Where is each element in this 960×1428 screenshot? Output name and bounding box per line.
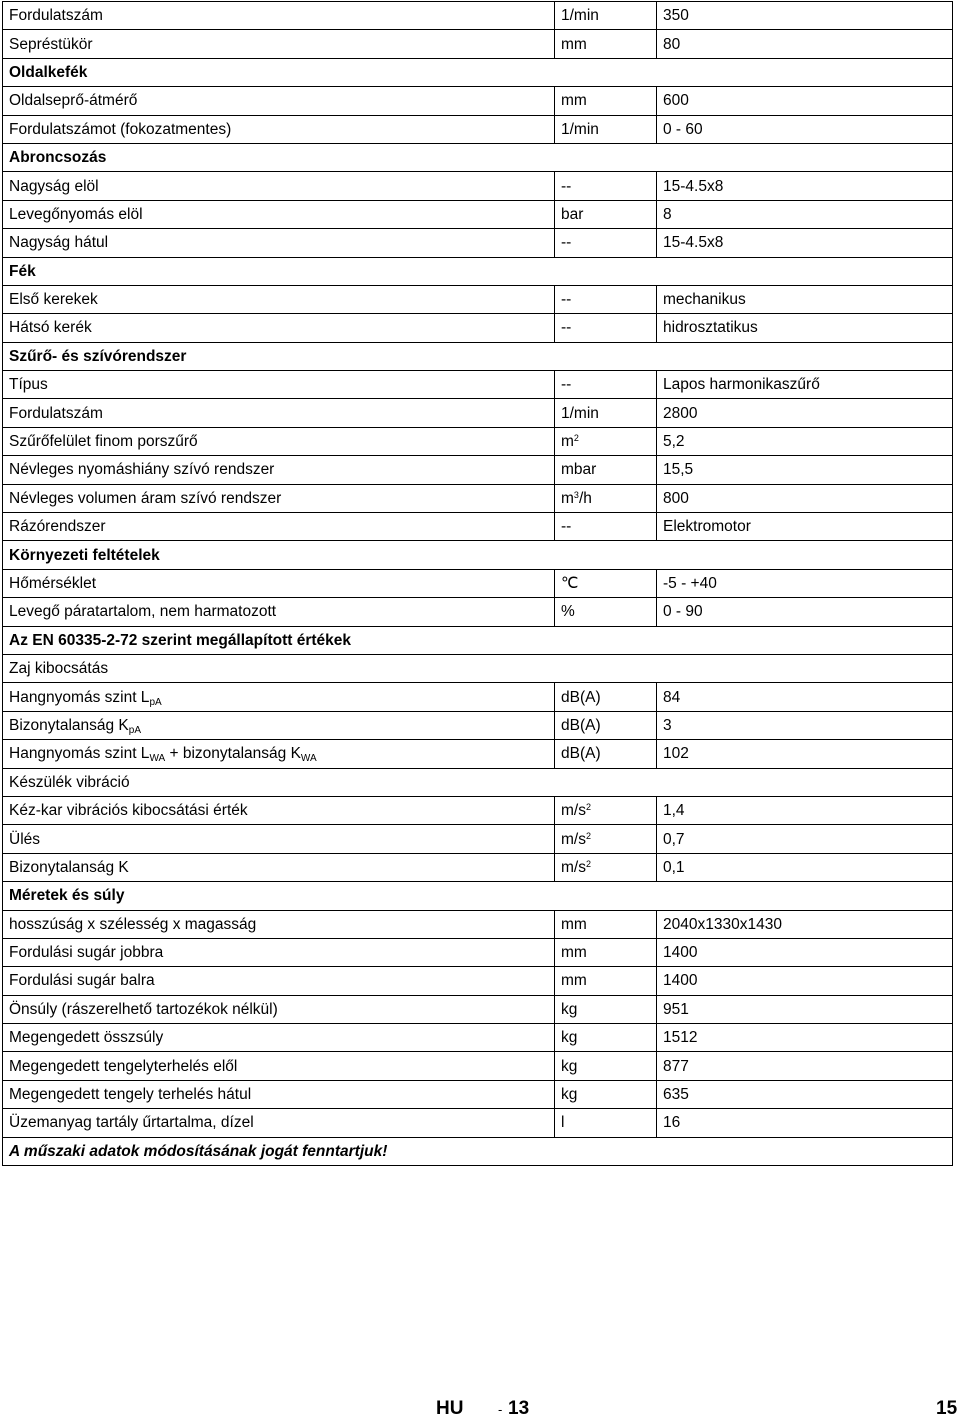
row-unit <box>555 853 657 881</box>
unit-text: 1/min <box>561 404 599 422</box>
table-row <box>3 683 953 711</box>
section-heading <box>3 342 953 370</box>
table-row <box>3 910 953 938</box>
table-row <box>3 825 953 853</box>
table-row <box>3 229 953 257</box>
section-heading <box>3 58 953 86</box>
row-value: 2800 <box>657 399 953 427</box>
row-label <box>3 938 555 966</box>
label-text: Levegő páratartalom, nem harmatozott <box>9 603 277 621</box>
label-text: Fordulatszámot (fokozatmentes) <box>9 120 232 138</box>
row-value: 2040x1330x1430 <box>657 910 953 938</box>
table-row <box>3 314 953 342</box>
row-label <box>3 711 555 739</box>
table-row <box>3 1109 953 1137</box>
row-value: mechanikus <box>657 285 953 313</box>
row-value: Elektromotor <box>657 513 953 541</box>
row-value: 80 <box>657 30 953 58</box>
row-unit <box>555 938 657 966</box>
row-label <box>3 995 555 1023</box>
label-text: Fordulatszám <box>9 404 103 422</box>
section-heading <box>3 257 953 285</box>
row-label <box>3 427 555 455</box>
unit-text: -- <box>561 291 572 309</box>
label-text: Zaj kibocsátás <box>9 660 109 678</box>
section-heading <box>3 541 953 569</box>
row-label <box>3 115 555 143</box>
row-value: 1400 <box>657 938 953 966</box>
unit-superscript: 2 <box>573 433 579 444</box>
label-subscript: pA <box>149 696 162 708</box>
label-text: Levegőnyomás elöl <box>9 205 143 223</box>
row-label <box>3 825 555 853</box>
table-row <box>3 30 953 58</box>
row-label <box>3 484 555 512</box>
row-value: Lapos harmonikaszűrő <box>657 371 953 399</box>
table-row <box>3 87 953 115</box>
row-unit <box>555 740 657 768</box>
row-unit <box>555 513 657 541</box>
label-text: Névleges nyomáshiány szívó rendszer <box>9 461 275 479</box>
label-text: Fordulási sugár balra <box>9 972 155 990</box>
row-unit <box>555 1080 657 1108</box>
row-value: 0 - 60 <box>657 115 953 143</box>
row-value: -5 - +40 <box>657 569 953 597</box>
unit-superscript: 3 <box>573 489 579 500</box>
row-unit <box>555 683 657 711</box>
unit-text: -- <box>561 319 572 337</box>
table-row <box>3 569 953 597</box>
table-row <box>3 456 953 484</box>
label-text: Üzemanyag tartály űrtartalma, dízel <box>9 1114 254 1132</box>
row-value: 1,4 <box>657 796 953 824</box>
row-label <box>3 853 555 881</box>
row-label <box>3 314 555 342</box>
label-text: Kéz-kar vibrációs kibocsátási érték <box>9 802 248 820</box>
row-unit <box>555 484 657 512</box>
row-unit <box>555 87 657 115</box>
row-unit <box>555 1052 657 1080</box>
row-unit <box>555 229 657 257</box>
table-row <box>3 1024 953 1052</box>
unit-text: m/s <box>561 830 586 848</box>
table-row <box>3 58 953 86</box>
table-row <box>3 768 953 796</box>
row-value: 15-4.5x8 <box>657 229 953 257</box>
label-text: Fordulatszám <box>9 7 103 25</box>
label-subscript: WA <box>149 753 166 765</box>
unit-text: mm <box>561 92 587 110</box>
row-label <box>3 2 555 30</box>
label-text: Az EN 60335-2-72 szerint megállapított értékek <box>9 631 351 649</box>
row-value: 102 <box>657 740 953 768</box>
row-value: hidrosztatikus <box>657 314 953 342</box>
row-value: 5,2 <box>657 427 953 455</box>
unit-text: kg <box>561 1000 578 1018</box>
table-row <box>3 626 953 654</box>
unit-text: kg <box>561 1057 578 1075</box>
unit-text: mm <box>561 944 587 962</box>
label-text: Környezeti feltételek <box>9 546 160 564</box>
unit-text: m <box>561 489 574 507</box>
table-row <box>3 654 953 682</box>
table-row <box>3 200 953 228</box>
label-text: Típus <box>9 376 48 394</box>
row-unit <box>555 456 657 484</box>
label-text: Oldalkefék <box>9 63 88 81</box>
label-text: Hőmérséklet <box>9 575 96 592</box>
table-row <box>3 598 953 626</box>
row-value: 1400 <box>657 967 953 995</box>
table-row <box>3 853 953 881</box>
unit-text: % <box>561 603 575 621</box>
row-unit <box>555 910 657 938</box>
unit-text: -- <box>561 234 572 252</box>
row-label <box>3 229 555 257</box>
table-row <box>3 427 953 455</box>
row-unit <box>555 285 657 313</box>
row-label <box>3 1024 555 1052</box>
row-label <box>3 910 555 938</box>
label-text: Hátsó kerék <box>9 319 92 337</box>
row-label <box>3 967 555 995</box>
table-row <box>3 172 953 200</box>
unit-text: ℃ <box>561 575 579 592</box>
label-text: Hangnyomás szint L <box>9 745 150 763</box>
label-text: Fék <box>9 262 36 280</box>
unit-superscript: 2 <box>585 858 591 869</box>
label-text: hosszúság x szélesség x magasság <box>9 915 257 933</box>
label-text: Megengedett tengelyterhelés elől <box>9 1057 238 1075</box>
label-text: Abroncsozás <box>9 149 107 167</box>
row-label <box>3 87 555 115</box>
row-label <box>3 569 555 597</box>
section-heading <box>3 768 953 796</box>
footer-page-number: 13 <box>508 1398 530 1419</box>
unit-text: bar <box>561 205 584 223</box>
table-row <box>3 285 953 313</box>
section-heading <box>3 626 953 654</box>
row-unit <box>555 995 657 1023</box>
label-text: Oldalseprő-átmérő <box>9 92 138 110</box>
spec-table-body <box>3 2 953 1166</box>
unit-superscript: 2 <box>585 830 591 841</box>
table-row <box>3 399 953 427</box>
table-row <box>3 143 953 171</box>
row-unit <box>555 2 657 30</box>
row-unit <box>555 30 657 58</box>
row-label <box>3 371 555 399</box>
table-row <box>3 882 953 910</box>
row-unit <box>555 1024 657 1052</box>
row-value: 951 <box>657 995 953 1023</box>
unit-text: -- <box>561 518 572 536</box>
row-value: 84 <box>657 683 953 711</box>
label-subscript: pA <box>128 724 142 736</box>
label-text: Bizonytalanság K <box>9 858 129 876</box>
label-text: Nagyság elöl <box>9 177 99 195</box>
unit-text: 1/min <box>561 120 599 138</box>
table-row <box>3 938 953 966</box>
label-text: Fordulási sugár jobbra <box>9 944 164 962</box>
unit-text: -- <box>561 177 572 195</box>
row-label <box>3 513 555 541</box>
unit-text: -- <box>561 376 572 394</box>
label-subscript: WA <box>300 753 317 765</box>
note-text <box>3 1137 953 1165</box>
unit-text: dB(A) <box>561 745 601 763</box>
label-text: Önsúly (rászerelhető tartozékok nélkül) <box>9 1000 278 1018</box>
row-label <box>3 683 555 711</box>
unit-text: m/s <box>561 858 586 876</box>
table-row <box>3 115 953 143</box>
table-row <box>3 342 953 370</box>
row-unit <box>555 1109 657 1137</box>
table-row <box>3 796 953 824</box>
table-row <box>3 484 953 512</box>
row-unit <box>555 796 657 824</box>
row-unit <box>555 371 657 399</box>
row-label <box>3 598 555 626</box>
row-value: 15,5 <box>657 456 953 484</box>
label-text: Megengedett összsúly <box>9 1029 164 1047</box>
row-unit <box>555 200 657 228</box>
row-label <box>3 456 555 484</box>
section-heading <box>3 654 953 682</box>
unit-text: dB(A) <box>561 716 601 734</box>
label-text: Sepréstükör <box>9 35 93 53</box>
row-value: 0,7 <box>657 825 953 853</box>
row-unit <box>555 711 657 739</box>
footer-dash: - <box>498 1402 503 1417</box>
row-value: 800 <box>657 484 953 512</box>
label-text: Szűrőfelület finom porszűrő <box>9 433 198 451</box>
unit-text: mm <box>561 972 587 990</box>
unit-text: dB(A) <box>561 688 601 706</box>
unit-text-rest: /h <box>578 489 592 507</box>
row-label <box>3 399 555 427</box>
row-unit <box>555 569 657 597</box>
row-value: 15-4.5x8 <box>657 172 953 200</box>
row-value: 350 <box>657 2 953 30</box>
row-value: 0,1 <box>657 853 953 881</box>
label-text: Első kerekek <box>9 291 98 309</box>
label-text: Névleges volumen áram szívó rendszer <box>9 489 282 507</box>
label-text: Rázórendszer <box>9 518 106 536</box>
label-text: Nagyság hátul <box>9 234 109 252</box>
footer-total-pages: 15 <box>936 1398 958 1419</box>
spec-table <box>2 1 953 1166</box>
row-unit <box>555 314 657 342</box>
row-value: 0 - 90 <box>657 598 953 626</box>
row-value: 8 <box>657 200 953 228</box>
unit-text: m/s <box>561 802 586 820</box>
table-row <box>3 257 953 285</box>
unit-text: mm <box>561 35 587 53</box>
label-text-rest: + bizonytalanság K <box>165 745 301 763</box>
row-label <box>3 1080 555 1108</box>
row-unit <box>555 967 657 995</box>
row-unit <box>555 115 657 143</box>
table-row <box>3 711 953 739</box>
footer-language: HU <box>436 1398 464 1419</box>
table-row <box>3 995 953 1023</box>
unit-text: kg <box>561 1086 578 1104</box>
row-label <box>3 740 555 768</box>
table-row <box>3 1137 953 1165</box>
row-label <box>3 172 555 200</box>
section-heading <box>3 143 953 171</box>
label-text: Bizonytalanság K <box>9 716 129 734</box>
row-unit <box>555 427 657 455</box>
label-text: Ülés <box>9 830 41 848</box>
row-label <box>3 200 555 228</box>
label-text: Megengedett tengely terhelés hátul <box>9 1086 252 1104</box>
row-label <box>3 796 555 824</box>
unit-text: mbar <box>561 461 597 479</box>
unit-text: mm <box>561 915 587 933</box>
table-row <box>3 541 953 569</box>
label-text: Szűrő- és szívórendszer <box>9 347 187 365</box>
row-label <box>3 285 555 313</box>
row-unit <box>555 825 657 853</box>
unit-text: m <box>561 433 574 451</box>
table-row <box>3 740 953 768</box>
unit-text: 1/min <box>561 7 599 25</box>
table-row <box>3 2 953 30</box>
table-row <box>3 1052 953 1080</box>
row-label <box>3 1109 555 1137</box>
row-value: 16 <box>657 1109 953 1137</box>
label-text: Készülék vibráció <box>9 773 130 791</box>
row-value: 3 <box>657 711 953 739</box>
label-text: Méretek és súly <box>9 887 125 905</box>
table-row <box>3 1080 953 1108</box>
table-row <box>3 513 953 541</box>
row-value: 635 <box>657 1080 953 1108</box>
row-unit <box>555 172 657 200</box>
row-value: 600 <box>657 87 953 115</box>
row-unit <box>555 598 657 626</box>
unit-text: kg <box>561 1029 578 1047</box>
row-unit <box>555 399 657 427</box>
unit-superscript: 2 <box>585 802 591 813</box>
table-row <box>3 371 953 399</box>
row-label <box>3 30 555 58</box>
table-row <box>3 967 953 995</box>
section-heading <box>3 882 953 910</box>
row-label <box>3 1052 555 1080</box>
label-text: A műszaki adatok módosításának jogát fenntartjuk! <box>9 1142 388 1160</box>
row-value: 1512 <box>657 1024 953 1052</box>
row-value: 877 <box>657 1052 953 1080</box>
unit-text: l <box>561 1114 565 1132</box>
label-text: Hangnyomás szint L <box>9 688 150 706</box>
